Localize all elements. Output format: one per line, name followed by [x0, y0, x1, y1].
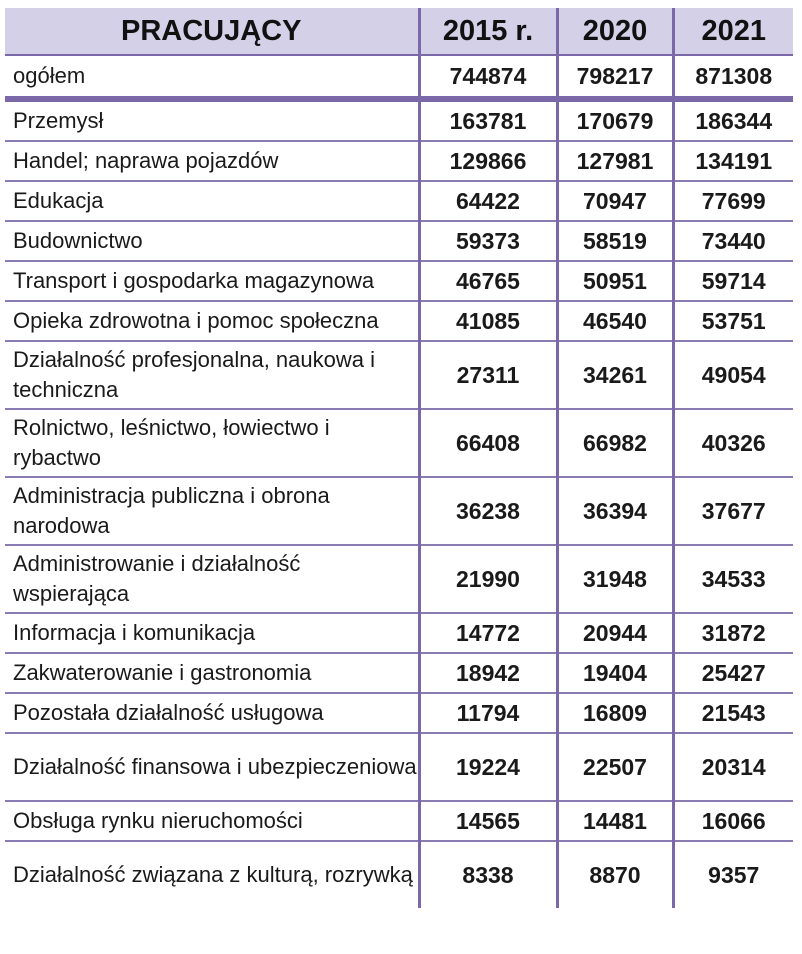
- value-2020: 36394: [557, 477, 673, 545]
- value-2021: 73440: [673, 221, 793, 261]
- total-2021: 871308: [673, 55, 793, 99]
- table-row: [5, 653, 793, 693]
- value-2020: 16809: [557, 693, 673, 733]
- row-label: Opieka zdrowotna i pomoc społeczna: [5, 301, 419, 341]
- value-2021: 77699: [673, 181, 793, 221]
- total-row: [5, 55, 793, 99]
- value-2021: 25427: [673, 653, 793, 693]
- value-2020: 31948: [557, 545, 673, 613]
- table-row: [5, 181, 793, 221]
- value-2021: 134191: [673, 141, 793, 181]
- table-row: [5, 261, 793, 301]
- table-row: [5, 801, 793, 841]
- value-2021: 9357: [673, 841, 793, 908]
- value-2015: 21990: [419, 545, 557, 613]
- value-2015: 14565: [419, 801, 557, 841]
- total-label: ogółem: [5, 55, 419, 99]
- header-row: [5, 8, 793, 55]
- table-row: [5, 545, 793, 613]
- table-row: [5, 693, 793, 733]
- row-label: Edukacja: [5, 181, 419, 221]
- header-year-2021: 2021: [673, 8, 793, 55]
- table-row: [5, 841, 793, 908]
- table-row: [5, 733, 793, 801]
- row-label: Administracja publiczna i obrona narodowa: [5, 477, 419, 545]
- row-label: Działalność finansowa i ubezpieczeniowa: [5, 733, 419, 801]
- row-label: Transport i gospodarka magazynowa: [5, 261, 419, 301]
- value-2015: 66408: [419, 409, 557, 477]
- row-label: Działalność profesjonalna, naukowa i techniczna: [5, 341, 419, 409]
- value-2020: 8870: [557, 841, 673, 908]
- value-2015: 18942: [419, 653, 557, 693]
- row-label: Budownictwo: [5, 221, 419, 261]
- row-label: Działalność związana z kulturą, rozrywką: [13, 862, 413, 887]
- value-2021: 37677: [673, 477, 793, 545]
- value-2020: 20944: [557, 613, 673, 653]
- value-2015: 11794: [419, 693, 557, 733]
- table-header: [5, 8, 793, 55]
- value-2021: 40326: [673, 409, 793, 477]
- value-2015: 46765: [419, 261, 557, 301]
- value-2020: 58519: [557, 221, 673, 261]
- total-2020: 798217: [557, 55, 673, 99]
- value-2020: 50951: [557, 261, 673, 301]
- table-row: [5, 99, 793, 141]
- row-label: Administrowanie i działalność wspierająca: [5, 545, 419, 613]
- value-2015: 163781: [419, 99, 557, 141]
- value-2015: 129866: [419, 141, 557, 181]
- value-2020: 66982: [557, 409, 673, 477]
- value-2020: 46540: [557, 301, 673, 341]
- row-label: Zakwaterowanie i gastronomia: [5, 653, 419, 693]
- value-2020: 70947: [557, 181, 673, 221]
- value-2020: 14481: [557, 801, 673, 841]
- value-2021: 20314: [673, 733, 793, 801]
- row-label: Pozostała działalność usługowa: [5, 693, 419, 733]
- value-2021: 31872: [673, 613, 793, 653]
- value-2021: 53751: [673, 301, 793, 341]
- table-row: [5, 341, 793, 409]
- value-2021: 59714: [673, 261, 793, 301]
- header-category: PRACUJĄCY: [5, 8, 419, 55]
- value-2021: 21543: [673, 693, 793, 733]
- value-2021: 49054: [673, 341, 793, 409]
- table-row: [5, 409, 793, 477]
- value-2020: 170679: [557, 99, 673, 141]
- value-2020: 127981: [557, 141, 673, 181]
- value-2021: 186344: [673, 99, 793, 141]
- row-label: Obsługa rynku nieruchomości: [5, 801, 419, 841]
- value-2021: 16066: [673, 801, 793, 841]
- value-2015: 19224: [419, 733, 557, 801]
- employment-table: [5, 8, 793, 908]
- table-row: [5, 221, 793, 261]
- employment-table-container: [5, 8, 793, 908]
- table-row: [5, 613, 793, 653]
- value-2015: 64422: [419, 181, 557, 221]
- row-label: Rolnictwo, leśnictwo, łowiectwo i rybactwo: [5, 409, 419, 477]
- value-2015: 14772: [419, 613, 557, 653]
- value-2015: 36238: [419, 477, 557, 545]
- value-2015: 8338: [419, 841, 557, 908]
- table-row: [5, 477, 793, 545]
- value-2015: 27311: [419, 341, 557, 409]
- table-body: [5, 55, 793, 908]
- row-label: Informacja i komunikacja: [5, 613, 419, 653]
- header-year-2015: 2015 r.: [419, 8, 557, 55]
- value-2020: 34261: [557, 341, 673, 409]
- total-2015: 744874: [419, 55, 557, 99]
- value-2015: 59373: [419, 221, 557, 261]
- table-row: [5, 301, 793, 341]
- value-2015: 41085: [419, 301, 557, 341]
- row-label: Przemysł: [5, 99, 419, 141]
- value-2020: 19404: [557, 653, 673, 693]
- value-2020: 22507: [557, 733, 673, 801]
- row-label: Handel; naprawa pojazdów: [5, 141, 419, 181]
- header-year-2020: 2020: [557, 8, 673, 55]
- value-2021: 34533: [673, 545, 793, 613]
- table-row: [5, 141, 793, 181]
